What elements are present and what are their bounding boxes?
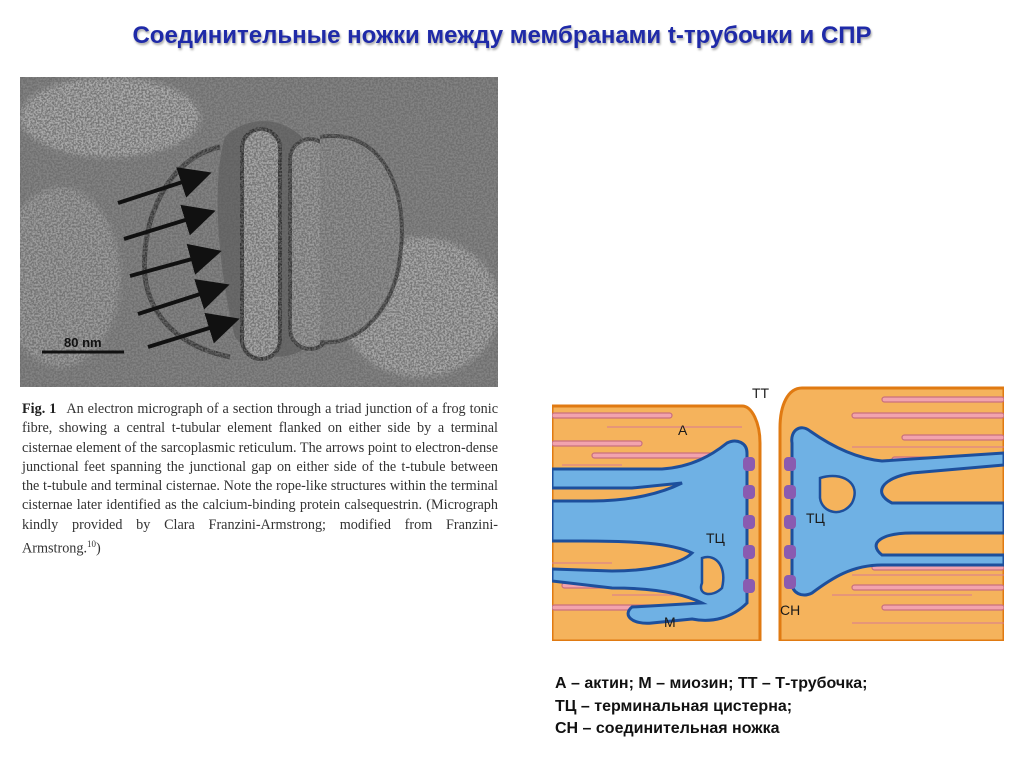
foot bbox=[784, 515, 796, 529]
triad-diagram bbox=[552, 383, 1004, 641]
foot bbox=[784, 457, 796, 471]
foot bbox=[743, 545, 755, 559]
filament bbox=[552, 413, 672, 418]
foot bbox=[784, 545, 796, 559]
label-tc-right: ТЦ bbox=[806, 510, 825, 526]
label-sn: СН bbox=[780, 602, 801, 618]
foot bbox=[743, 457, 755, 471]
caption-text: An electron micrograph of a section through a triad junction of a frog tonic fibre, showing a central t-tubular element flanked on either side by a terminal cisternae element of the sarcoplasmic reticulum. The arrows point to electron-dense junctional feet spanning the junctional gap on either side of the t-tubule between the t-tubule and terminal cisternae. Note the rope-like structures within the terminal cisternae later identified as the calcium-binding protein calsequestrin. (Micrograph kindly provided by Clara Franzini-Armstrong; modified from Franzini-Armstrong. bbox=[22, 401, 498, 557]
filament bbox=[852, 413, 1004, 418]
legend-line-2: ТЦ – терминальная цистерна; bbox=[555, 697, 793, 715]
scale-label: 80 nm bbox=[64, 335, 102, 350]
slide-title: Соединительные ножки между мембранами t-трубочки и СПР bbox=[132, 22, 872, 49]
figure-label: Fig. 1 bbox=[22, 401, 57, 417]
label-tc-left: ТЦ bbox=[706, 530, 725, 546]
filament bbox=[852, 585, 1004, 590]
foot bbox=[743, 579, 755, 593]
label-a: А bbox=[678, 422, 688, 438]
filament bbox=[552, 441, 642, 446]
foot bbox=[743, 485, 755, 499]
filament bbox=[902, 435, 1004, 440]
caption-ref: 10 bbox=[87, 539, 97, 550]
caption-tail: ) bbox=[96, 540, 101, 557]
label-m: М bbox=[664, 614, 676, 630]
foot bbox=[784, 575, 796, 589]
filament bbox=[882, 397, 1004, 402]
foot bbox=[743, 515, 755, 529]
filament bbox=[882, 605, 1004, 610]
foot bbox=[784, 485, 796, 499]
label-tt: ТТ bbox=[752, 385, 770, 401]
legend-line-3: СН – соединительная ножка bbox=[555, 720, 780, 737]
legend bbox=[555, 673, 995, 741]
filament bbox=[592, 453, 712, 458]
electron-micrograph bbox=[20, 77, 498, 387]
figure-caption bbox=[22, 400, 498, 559]
legend-line-1: А – актин; М – миозин; ТТ – Т-трубочка; bbox=[555, 675, 868, 692]
